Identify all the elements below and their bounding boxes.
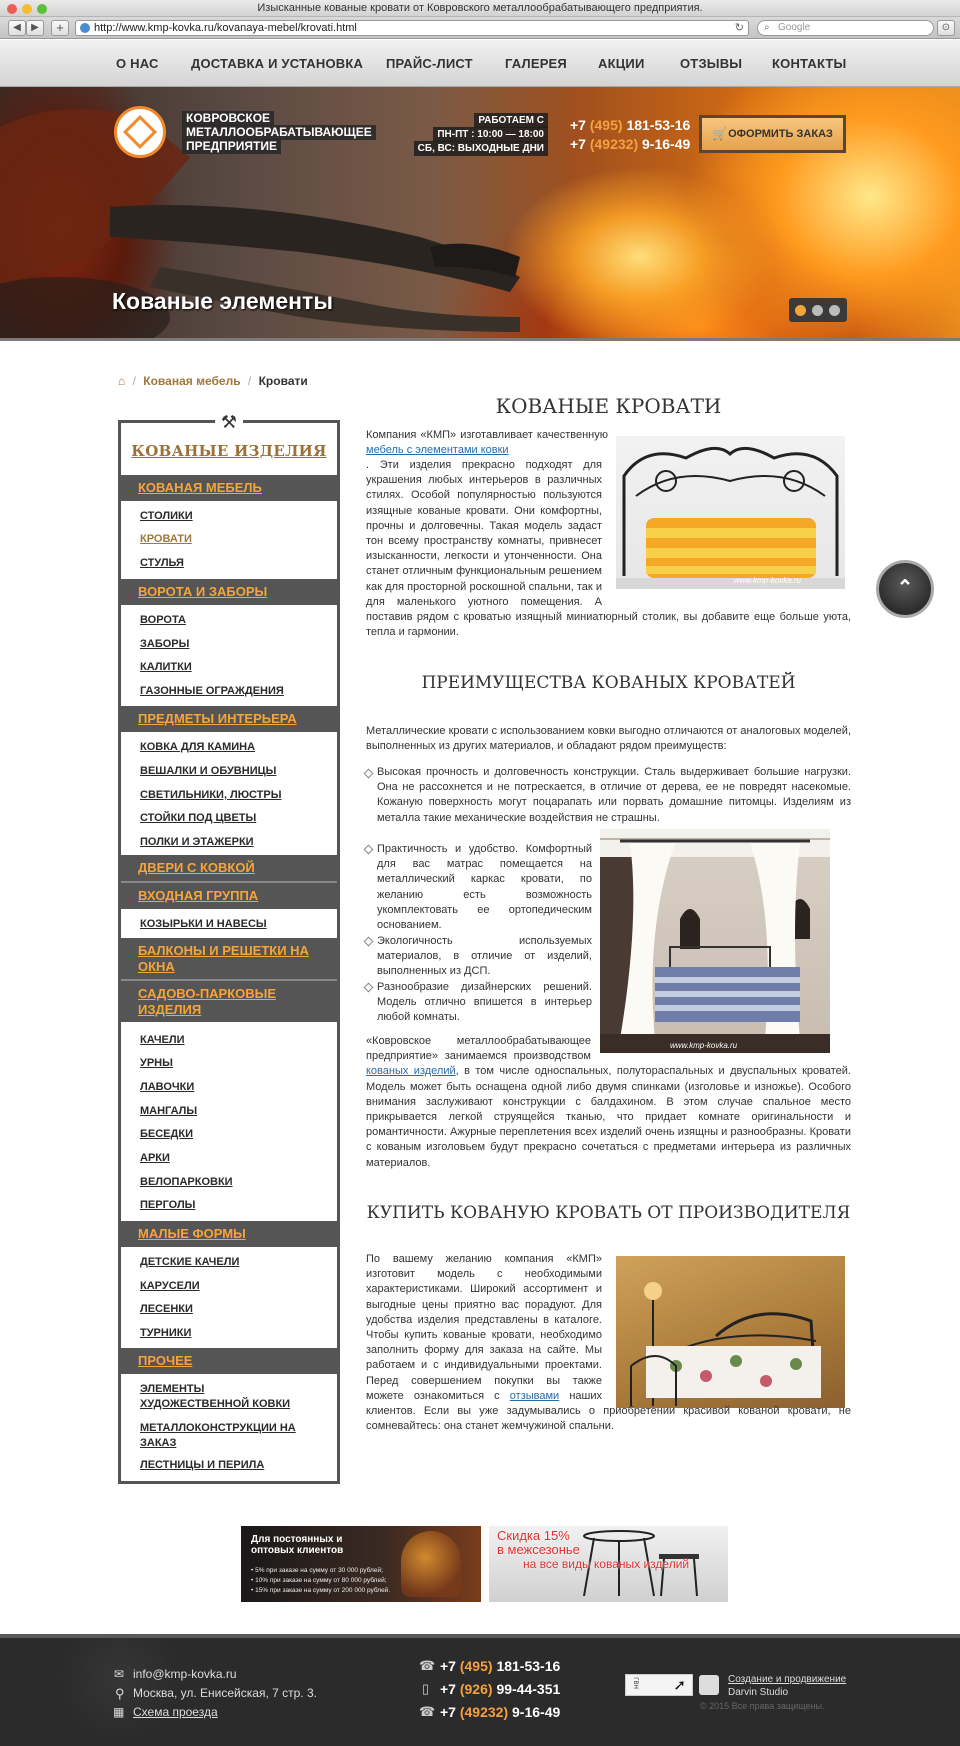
footer-map-link[interactable]: Схема проезда [133, 1705, 218, 1719]
phone-prefix: +7 [440, 1658, 456, 1674]
phone-number: 99-44-351 [496, 1681, 561, 1697]
hero-divider [0, 338, 960, 341]
nav-item-price[interactable]: ПРАЙС-ЛИСТ [386, 56, 473, 71]
hammers-icon: ⚒ [215, 409, 243, 437]
sidebar-item-fireplace[interactable]: КОВКА ДЛЯ КАМИНА [140, 741, 256, 753]
buy-text-2: наших клиентов. Если вы уже задумывались о приобретении красивой кованой кровати, не сомневайтесь: она станет жемчужиной спальни. [366, 1389, 851, 1433]
hero-slider [0, 87, 960, 338]
sidebar-item-stairs[interactable]: ЛЕСТНИЦЫ И ПЕРИЛА [140, 1459, 265, 1471]
address-bar[interactable] [75, 20, 749, 36]
sidebar-category-entrance[interactable]: ВХОДНАЯ ГРУППА [121, 883, 337, 909]
phone-code: (495) [589, 117, 623, 133]
sidebar-category-balconies[interactable]: БАЛКОНЫ И РЕШЕТКИ НА ОКНА [121, 938, 337, 979]
counter-widget[interactable] [625, 1674, 693, 1696]
buy-heading: КУПИТЬ КОВАНУЮ КРОВАТЬ ОТ ПРОИЗВОДИТЕЛЯ [366, 1203, 851, 1223]
forward-button[interactable]: ▶ [26, 20, 44, 36]
breadcrumb-current: Кровати [258, 374, 308, 388]
banner2-line-2: в межсезонье [497, 1542, 580, 1557]
sidebar-category-interior[interactable]: ПРЕДМЕТЫ ИНТЕРЬЕРА [121, 706, 337, 732]
footer [0, 1634, 960, 1746]
advantage-item-2: Практичность и удобство. Комфортный для вас матрас помещается на металлический каркас кровати, по желанию есть возможность укомплектовать ее ортопедическим основанием. [377, 843, 592, 932]
sidebar-item-beds[interactable]: КРОВАТИ [140, 533, 192, 545]
nav-item-about[interactable]: О НАС [116, 56, 159, 71]
slider-dot-3[interactable] [829, 305, 840, 316]
sidebar-item-gazebos[interactable]: БЕСЕДКИ [140, 1128, 193, 1140]
sidebar-item-benches[interactable]: ЛАВОЧКИ [140, 1081, 195, 1093]
phone-icon: ☎ [419, 1704, 436, 1719]
banner2-text [497, 1529, 689, 1571]
sidebar-title[interactable]: КОВАНЫЕ ИЗДЕЛИЯ [131, 442, 327, 460]
sidebar-item-art-forging[interactable]: ЭЛЕМЕНТЫ ХУДОЖЕСТВЕННОЙ КОВКИ [140, 1383, 291, 1410]
banner1-title-line-2: оптовых клиентов [251, 1545, 344, 1556]
slider-dot-2[interactable] [812, 305, 823, 316]
globe-icon [80, 23, 90, 33]
email-icon: ✉ [114, 1667, 125, 1681]
sidebar-item-gates[interactable]: ВОРОТА [140, 614, 186, 626]
sidebar-item-swings[interactable]: КАЧЕЛИ [140, 1034, 185, 1046]
phone-prefix: +7 [570, 136, 586, 152]
sidebar-item-fences[interactable]: ЗАБОРЫ [140, 638, 190, 650]
intro-text-2: . Эти изделия прекрасно подходят для украшения любых интерьеров в различных стилях. Особой популярностью пользуются изящные кованые кровати. Они комфортны, прочны и долговечны. Такая модель задаст тон всему пространству комнаты, привнесет изысканности, легкости и утонченности. Она станет отличным функциональным решением как для просторной роскошной спальни, так и для маленького уютного помещения. А поставив рядом с кроватью изящный миниатюрный столик, вы добавите еще больше уюта, тепла и гармонии. [366, 459, 851, 639]
sidebar-category-furniture[interactable]: КОВАНАЯ МЕБЕЛЬ [121, 475, 337, 501]
bed-illustration-2 [600, 829, 830, 1053]
page-title: КОВАНЫЕ КРОВАТИ [495, 394, 722, 418]
slider-dot-1[interactable] [795, 305, 806, 316]
phone-prefix: +7 [570, 117, 586, 133]
sidebar-item-bars[interactable]: ТУРНИКИ [140, 1327, 192, 1339]
slider-dots [789, 298, 847, 322]
advantages-intro: Металлические кровати с использованием ковки выгодно отличаются от аналоговых моделей, выполненных из других материалов, и обладают рядом преимуществ: [366, 725, 851, 753]
phone-number: 181-53-16 [496, 1658, 561, 1674]
banner1-title [251, 1534, 343, 1556]
sidebar-item-metal-structures[interactable]: МЕТАЛЛОКОНСТРУКЦИИ НА ЗАКАЗ [140, 1422, 296, 1449]
production-text-1: «Ковровское металлообрабатывающее предприятие» занимаемся производством [366, 1035, 591, 1063]
promo-banner-wholesale[interactable] [241, 1526, 481, 1602]
phone-number: 181-53-16 [626, 117, 691, 133]
footer-phone-2[interactable] [440, 1681, 560, 1697]
banner1-line-1: • 5% при заказе на сумму от 30 000 рублей; [251, 1567, 383, 1574]
browser-titlebar [0, 0, 960, 17]
sidebar-item-ladders[interactable]: ЛЕСЕНКИ [140, 1303, 193, 1315]
link-forged-furniture[interactable]: мебель с элементами ковки [366, 444, 509, 457]
arrow-icon: ➚ [673, 1677, 686, 1694]
slide-title: Кованые элементы [112, 288, 333, 314]
hours-line-3: СБ, ВС: ВЫХОДНЫЕ ДНИ [414, 141, 548, 156]
breadcrumb: ⌂ / Кованая мебель / Кровати [118, 374, 308, 388]
sidebar-category-gates[interactable]: ВОРОТА И ЗАБОРЫ [121, 579, 337, 605]
banner1-title-line-1: Для постоянных и [251, 1534, 343, 1545]
advantage-item-3: Экологичность используемых материалов, в отличие от изделий, выполненных из ДСП. [377, 935, 592, 978]
sidebar-category-other[interactable]: ПРОЧЕЕ [121, 1348, 337, 1374]
footer-phone-1[interactable] [440, 1658, 560, 1674]
sidebar-item-carousels[interactable]: КАРУСЕЛИ [140, 1280, 200, 1292]
logo-text-line-3: ПРЕДПРИЯТИЕ [182, 139, 281, 154]
new-tab-button[interactable]: + [51, 20, 69, 36]
advantage-item-1: Высокая прочность и долговечность конструкции. Сталь выдерживает большие нагрузки. Она не рассохнется и не потрескается, в отличие от дерева, ее не повредят насекомые. Кожаную поверхность могут поцарапать или порвать домашние питомцы. Изделиям из металла такие механические воздействия не страшны. [377, 766, 851, 824]
footer-dev-link[interactable]: Создание и продвижение [728, 1674, 847, 1685]
intro-paragraph [366, 458, 851, 648]
company-logo[interactable] [114, 106, 166, 158]
main-nav [0, 40, 960, 87]
footer-address: Москва, ул. Енисейская, 7 стр. 3. [133, 1686, 317, 1700]
logo-text-line-2: МЕТАЛЛООБРАБАТЫВАЮЩЕЕ [182, 125, 376, 140]
hours-line-1: РАБОТАЕМ С [474, 113, 548, 128]
advantages-heading: ПРЕИМУЩЕСТВА КОВАНЫХ КРОВАТЕЙ [421, 673, 796, 693]
advantage-item-4: Разнообразие дизайнерских решений. Модель отлично впишется в интерьер любой комнаты. [377, 981, 592, 1024]
search-input[interactable] [757, 20, 934, 36]
sidebar-item-kids-swings[interactable]: ДЕТСКИЕ КАЧЕЛИ [140, 1256, 240, 1268]
breadcrumb-link-furniture[interactable]: Кованая мебель [143, 374, 241, 388]
bullet-icon [364, 845, 374, 855]
sidebar-item-pergolas[interactable]: ПЕРГОЛЫ [140, 1199, 196, 1211]
link-reviews[interactable]: отзывами [509, 1389, 560, 1402]
search-placeholder: Google [778, 22, 811, 33]
production-text-2: , в том числе односпальных, полутораспальных и двуспальных кроватей. Модель может быть оснащена одной либо двумя спинками (изголовье и изножье). Особого внимания заслуживают конструкции с балдахином. В этом случае спальное место прикрывается легкой струящейся тканью, что придает комнате оригинальности и романтичности. Ажурные переплетения всех изделий очень изящны и разнообразны. Кровати с кованым изголовьем будут прекрасно сочетаться с предметами интерьера из различных материалов. [366, 1065, 851, 1169]
mobile-icon: ▯ [422, 1681, 430, 1696]
window-title: Изысканные кованые кровати от Ковровского металлообрабатывающего предприятия. [257, 2, 703, 14]
sidebar-catalog [118, 412, 340, 1484]
phone-code: (49232) [589, 136, 639, 152]
banner1-image [401, 1531, 461, 1597]
sidebar-item-wickets[interactable]: КАЛИТКИ [140, 661, 192, 673]
header-phone-2[interactable] [570, 136, 690, 152]
footer-phone-3[interactable] [440, 1704, 560, 1720]
phone-code: (49232) [459, 1704, 509, 1720]
hours-line-2: ПН-ПТ : 10:00 — 18:00 [433, 127, 548, 142]
watermark: www.kmp-kovka.ru [670, 1041, 738, 1050]
map-icon: ▦ [113, 1705, 125, 1719]
browser-toolbar [0, 17, 960, 39]
watermark: www.kmp-kovka.ru [733, 576, 801, 585]
nav-item-contacts[interactable]: КОНТАКТЫ [772, 56, 847, 71]
intro-paragraph-top [366, 428, 608, 458]
banner2-line-3: на все виды кованых изделий [523, 1557, 690, 1571]
order-button[interactable] [699, 115, 846, 153]
sidebar-item-tables[interactable]: СТОЛИКИ [140, 510, 193, 522]
close-window-icon[interactable] [7, 4, 17, 14]
bullet-icon [364, 983, 374, 993]
home-icon[interactable]: ⌂ [118, 374, 126, 388]
sidebar-item-lamps[interactable]: СВЕТИЛЬНИКИ, ЛЮСТРЫ [140, 789, 282, 801]
address-url: http://www.kmp-kovka.ru/kovanaya-mebel/krovati.html [94, 22, 357, 34]
sidebar-item-flower-stands[interactable]: СТОЙКИ ПОД ЦВЕТЫ [140, 812, 257, 824]
sidebar-category-small-forms[interactable]: МАЛЫЕ ФОРМЫ [121, 1221, 337, 1247]
chevron-up-icon: ⌃ [896, 577, 914, 599]
phone-prefix: +7 [440, 1681, 456, 1697]
sidebar-item-grills[interactable]: МАНГАЛЫ [140, 1105, 198, 1117]
cart-icon: 🛒 [712, 127, 727, 141]
footer-dev-name: Darvin Studio [728, 1687, 789, 1698]
sidebar-item-arches[interactable]: АРКИ [140, 1152, 170, 1164]
order-button-label: ОФОРМИТЬ ЗАКАЗ [728, 128, 833, 140]
bullet-icon [364, 937, 374, 947]
banner2-line-1: Скидка 15% [497, 1528, 570, 1543]
phone-icon: ☎ [419, 1658, 436, 1673]
bed-photo-2[interactable] [600, 829, 830, 1053]
footer-copyright: © 2015 Все права защищены. [700, 1701, 825, 1711]
phone-code: (495) [459, 1658, 493, 1674]
sidebar-category-garden[interactable]: САДОВО-ПАРКОВЫЕ ИЗДЕЛИЯ [121, 981, 337, 1022]
sidebar-item-lawn-fences[interactable]: ГАЗОННЫЕ ОГРАЖДЕНИЯ [140, 685, 284, 697]
sidebar-item-chairs[interactable]: СТУЛЬЯ [140, 557, 184, 569]
minimize-window-icon[interactable] [22, 4, 32, 14]
buy-paragraph [366, 1252, 851, 1434]
sidebar-item-urns[interactable]: УРНЫ [140, 1057, 173, 1069]
bullet-icon [364, 769, 374, 779]
sidebar-item-shelves[interactable]: ПОЛКИ И ЭТАЖЕРКИ [140, 836, 254, 848]
nav-item-gallery[interactable]: ГАЛЕРЕЯ [505, 56, 567, 71]
phone-prefix: +7 [440, 1704, 456, 1720]
logo-text-line-1: КОВРОВСКОЕ [182, 111, 274, 126]
scroll-top-button[interactable] [876, 560, 934, 618]
banner1-line-3: • 15% при заказе на сумму от 200 000 рублей. [251, 1587, 391, 1594]
sidebar-category-doors[interactable]: ДВЕРИ С КОВКОЙ [121, 855, 337, 881]
darvin-logo-icon [699, 1675, 719, 1695]
phone-number: 9-16-49 [642, 136, 691, 152]
banner1-lines [251, 1566, 390, 1596]
logo-diamond-icon [123, 115, 157, 149]
promo-banner-discount[interactable] [489, 1526, 728, 1602]
intro-text-1: Компания «КМП» изготавливает качественную [366, 429, 608, 441]
phone-number: 9-16-49 [512, 1704, 561, 1720]
nav-item-promo[interactable]: АКЦИИ [598, 56, 645, 71]
banner1-line-2: • 10% при заказе на сумму от 80 000 рублей; [251, 1577, 387, 1584]
zoom-window-icon[interactable] [37, 4, 47, 14]
search-icon: ⌕ [764, 22, 770, 33]
nav-item-delivery[interactable]: ДОСТАВКА И УСТАНОВКА [191, 56, 364, 71]
back-button[interactable]: ◀ [8, 20, 26, 36]
location-pin-icon: ⚲ [115, 1686, 125, 1701]
counter-label: ГВН [631, 1677, 638, 1689]
link-forged-products[interactable]: кованых изделий [366, 1065, 456, 1078]
downloads-button[interactable]: ⊙ [937, 20, 955, 36]
sidebar-item-hangers[interactable]: ВЕШАЛКИ И ОБУВНИЦЫ [140, 765, 277, 777]
header-phone-1[interactable] [570, 117, 690, 133]
reload-icon[interactable]: ↻ [734, 22, 744, 34]
sidebar-item-bike-parking[interactable]: ВЕЛОПАРКОВКИ [140, 1176, 233, 1188]
nav-item-reviews[interactable]: ОТЗЫВЫ [680, 56, 743, 71]
buy-text-1: По вашему желанию компания «КМП» изготовит модель с необходимыми характеристиками. Широкий ассортимент и выгодные цены приятно вас порадуют. Для удобства изделия представлены в каталоге. Чтобы купить кованые кровати, необходимо заполнить форму для заказа на сайте. Мы работаем и с индивидуальными проектами. Перед совершением покупки вы также можете ознакомиться с [366, 1253, 602, 1402]
phone-code: (926) [459, 1681, 493, 1697]
footer-email[interactable]: info@kmp-kovka.ru [133, 1667, 237, 1681]
sidebar-item-canopies[interactable]: КОЗЫРЬКИ И НАВЕСЫ [140, 918, 267, 930]
production-paragraph [366, 1034, 851, 1171]
